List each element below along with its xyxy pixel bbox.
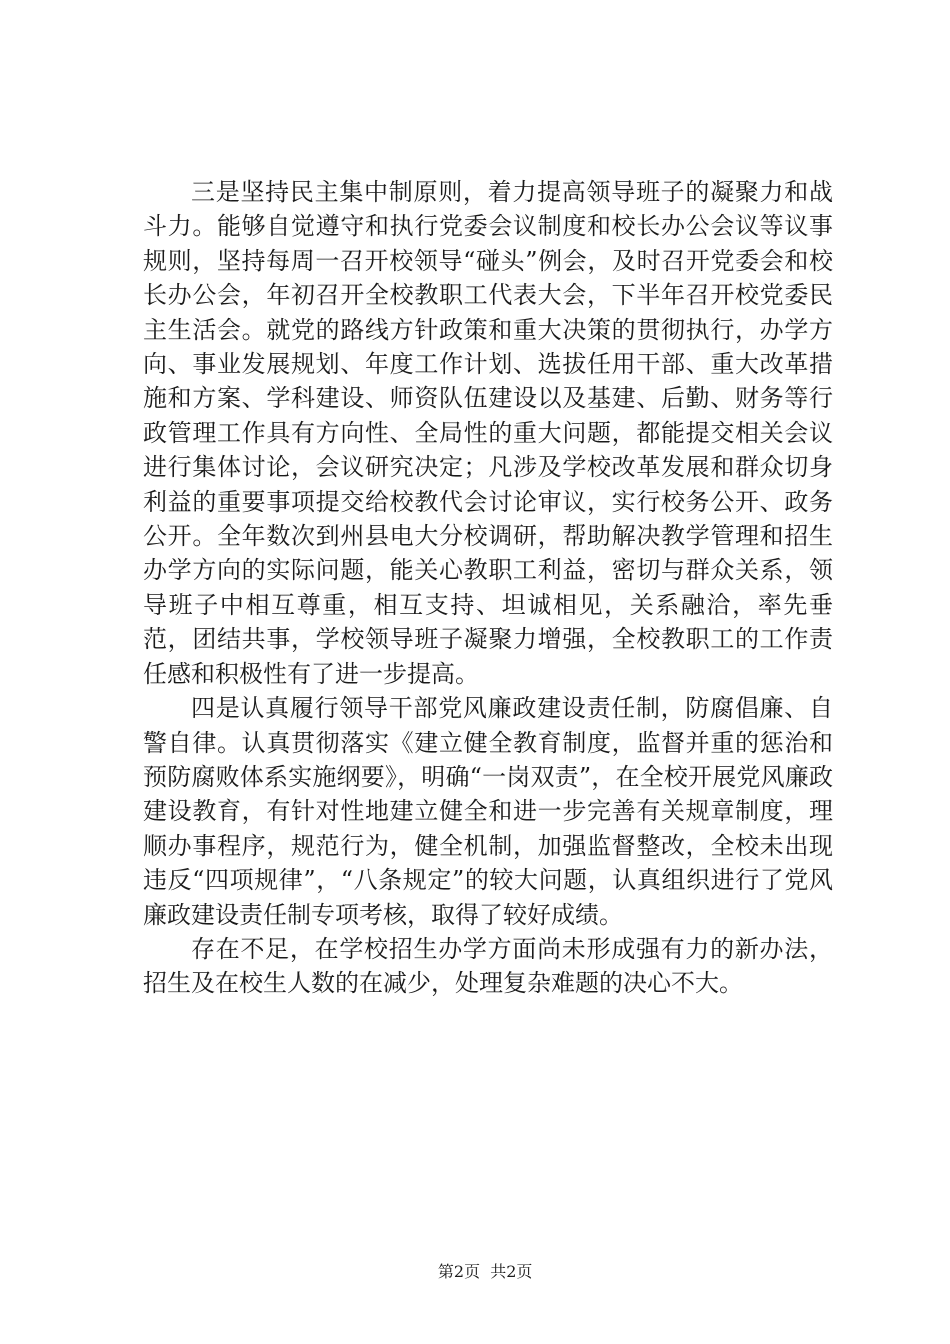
document-body	[143, 175, 833, 1001]
page-footer	[0, 1240, 950, 1301]
page-number-indicator: 第2页 共2页	[437, 1262, 533, 1281]
paragraph-anti-corruption: 四是认真履行领导干部党风廉政建设责任制，防腐倡廉、自警自律。认真贯彻落实《建立健全教育制度，监督并重的惩治和预防腐败体系实施纲要》，明确“一岗双责”，在全校开展党风廉政建设教育，有针对性地建立健全和进一步完善有关规章制度，理顺办事程序，规范行为，健全机制，加强监督整改，全校未出现违反“四项规律”，“八条规定”的较大问题，认真组织进行了党风廉政建设责任制专项考核，取得了较好成绩。	[143, 694, 833, 929]
paragraph-democratic-centralism: 三是坚持民主集中制原则，着力提高领导班子的凝聚力和战斗力。能够自觉遵守和执行党委会议制度和校长办公会议等议事规则，坚持每周一召开校领导“碰头”例会，及时召开党委会和校长办公会，年初召开全校教职工代表大会，下半年召开校党委民主生活会。就党的路线方针政策和重大决策的贯彻执行，办学方向、事业发展规划、年度工作计划、选拔任用干部、重大改革措施和方案、学科建设、师资队伍建设以及基建、后勤、财务等行政管理工作具有方向性、全局性的重大问题，都能提交相关会议进行集体讨论，会议研究决定；凡涉及学校改革发展和群众切身利益的重要事项提交给校教代会讨论审议，实行校务公开、政务公开。全年数次到州县电大分校调研，帮助解决教学管理和招生办学方向的实际问题，能关心教职工利益，密切与群众关系，领导班子中相互尊重，相互支持、坦诚相见，关系融洽，率先垂范，团结共事，学校领导班子凝聚力增强，全校教职工的工作责任感和积极性有了进一步提高。	[143, 178, 833, 688]
paragraph-shortcomings: 存在不足，在学校招生办学方面尚未形成强有力的新办法，招生及在校生人数的在减少，处理复杂难题的决心不大。	[143, 934, 833, 998]
